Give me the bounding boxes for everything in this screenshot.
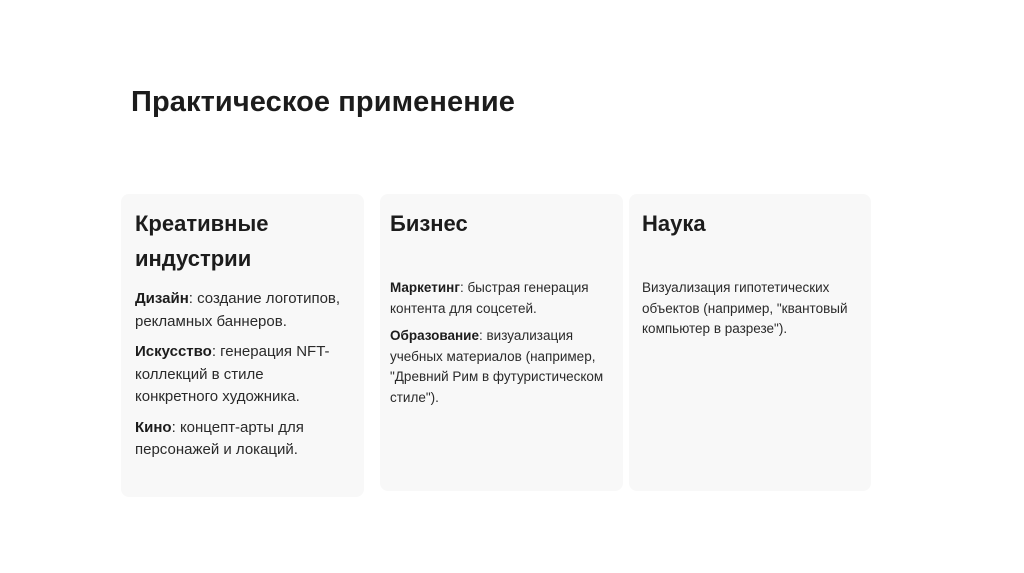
card-heading: Наука: [642, 211, 706, 236]
card-body: [390, 278, 609, 408]
card-text: Визуализация гипотетических объектов (например, "квантовый компьютер в разрезе").: [642, 280, 848, 336]
list-item: [135, 417, 350, 462]
list-item: [135, 288, 350, 333]
card-body: [642, 278, 857, 340]
list-item: [135, 341, 350, 409]
card-body: [135, 288, 350, 462]
item-term: Маркетинг: [390, 280, 460, 295]
item-term: Образование: [390, 328, 479, 343]
item-text: : быстрая генерация контента для соцсетей.: [390, 280, 589, 316]
item-text: : генерация NFT-коллекций в стиле конкретного художника.: [135, 343, 330, 405]
card-science: [629, 194, 871, 491]
item-text: : визуализация учебных материалов (например, "Древний Рим в футуристическом стиле").: [390, 328, 604, 405]
item-text: : создание логотипов, рекламных баннеров.: [135, 290, 341, 330]
card-heading: Креативные индустрии: [135, 211, 269, 271]
slide-title: Практическое применение: [131, 86, 516, 118]
item-term: Искусство: [135, 343, 212, 360]
card-heading: Бизнес: [390, 211, 468, 236]
list-item: [390, 326, 609, 408]
item-text: : концепт-арты для персонажей и локаций.: [135, 418, 304, 458]
card-business: [380, 194, 623, 491]
item-term: Дизайн: [135, 290, 189, 307]
item-term: Кино: [135, 418, 172, 436]
list-item: [390, 278, 609, 319]
card-creative-industries: [121, 194, 364, 497]
